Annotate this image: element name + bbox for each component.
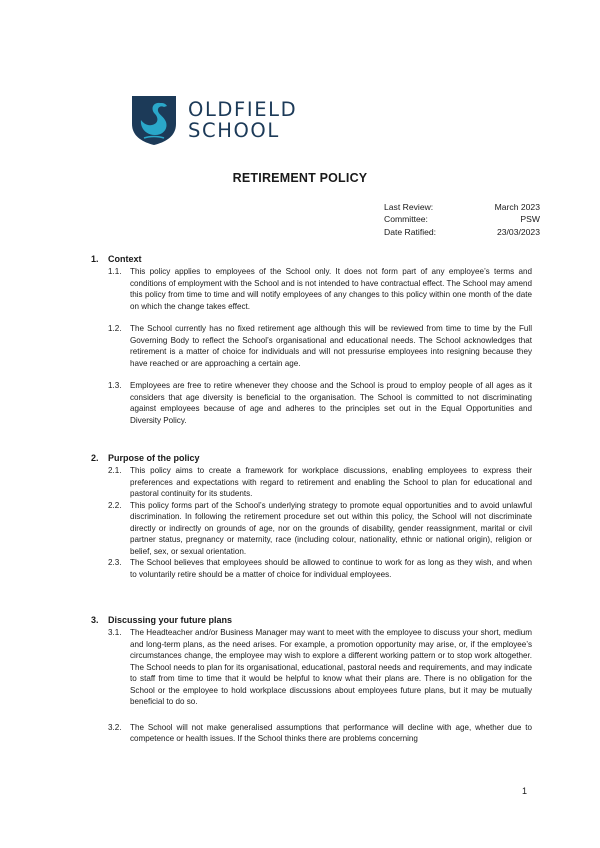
clause-number: 2.1. [108, 466, 122, 475]
meta-value: PSW [520, 214, 540, 225]
meta-value: March 2023 [494, 202, 540, 212]
section-heading [91, 253, 532, 265]
school-logo [130, 94, 297, 146]
clause [91, 465, 532, 500]
meta-row-date-ratified [384, 226, 540, 238]
clause [91, 627, 532, 708]
page-number: 1 [522, 786, 528, 796]
section-heading [91, 452, 532, 464]
section-number: 2. [91, 453, 99, 463]
clause [91, 380, 532, 426]
clause-text: The School believes that employees should be allowed to continue to work for as long as they wish, and when to voluntarily retire should be a matter of choice for individual employees. [130, 558, 532, 579]
clause-text: This policy aims to create a framework for workplace discussions, enabling employees to express their preferences and expectations with regard to retirement and enabling the School to plan for educational and pastoral continuity for its students. [130, 466, 532, 499]
clause-number: 3.2. [108, 722, 122, 732]
meta-row-committee [384, 213, 540, 225]
section-title: Context [108, 254, 142, 264]
clause-number: 1.2. [108, 324, 122, 334]
swan-crest-icon [130, 94, 178, 146]
section-context [91, 253, 532, 427]
clause-text: Employees are free to retire whenever they choose and the School is proud to employ people of all ages as it considers that age diversity is beneficial to the organisation. The School is committed to not discriminating against employees because of age and adheres to the principles set out in the Equal Opportunities and Diversity Policy. [130, 381, 532, 426]
clause-text: The School currently has no fixed retirement age although this will be reviewed from time to time by the Full Governing Body to reflect the School’s organisational and educational needs. The School acknowledges that retirement is a matter of choice for individuals and will not pressurise employees into resigning because they have reached or are approaching a certain age. [130, 324, 532, 368]
section-heading [91, 614, 532, 626]
section-title: Discussing your future plans [108, 615, 233, 625]
clause [91, 557, 532, 580]
clause [91, 722, 532, 745]
meta-label: Committee: [384, 214, 428, 225]
meta-value: 23/03/2023 [496, 226, 540, 237]
clause-number: 1.1. [108, 267, 122, 276]
clause [91, 266, 532, 312]
clause-text: The School will not make generalised assumptions that performance will decline with age, whether due to competence or health issues. If the School thinks there are problems concerning [130, 722, 532, 744]
section-title: Purpose of the policy [108, 453, 200, 463]
clause-number: 1.3. [108, 381, 122, 391]
clause-number: 2.2. [108, 500, 122, 510]
section-purpose [91, 452, 532, 580]
clause-text: The Headteacher and/or Business Manager may want to meet with the employee to discuss your short, medium and long-term plans, as the need arises. For example, a promotion opportunity may arise, or, if the employee’s circumstances change, the employee may wish to explore a different working pattern or to stop work altogether. The School needs to plan for its organisational, educational, pastoral needs and requirements, and may indicate to staff from time to time that it would be helpful to know what their plans are. There is no obligation for the School or the employee to hold workplace discussions about employees future plans, but it may be mutually beneficial to do so. [130, 628, 532, 707]
review-metadata [384, 201, 540, 238]
section-future-plans [91, 614, 532, 745]
clause-text: This policy forms part of the School’s underlying strategy to promote equal opportunities and to avoid unlawful discrimination. In following the retirement procedure set out within this policy, the School will not discriminate directly or indirectly on grounds of age, nor on the grounds of disability, gender reassignment, marital or civil partner status, pregnancy or maternity, race (including colour, nationality, ethnic or national origin), religion or belief, sex, or sexual orientation. [130, 500, 532, 556]
clause-text: This policy applies to employees of the School only. It does not form part of any employee’s terms and conditions of employment with the School and is not intended to have contractual effect. The School may amend this policy from time to time and will notify employees of any changes to this policy within one month of the date on which the change takes effect. [130, 267, 532, 311]
school-name-line2: SCHOOL [188, 119, 280, 142]
meta-label: Date Ratified: [384, 226, 437, 237]
meta-row-last-review [384, 201, 540, 213]
school-name [188, 99, 297, 141]
clause [91, 500, 532, 558]
section-number: 1. [91, 254, 99, 264]
document-title: RETIREMENT POLICY [232, 171, 368, 185]
section-number: 3. [91, 615, 99, 625]
clause-number: 3.1. [108, 628, 122, 637]
clause [91, 323, 532, 369]
clause-number: 2.3. [108, 558, 122, 568]
school-name-line1: OLDFIELD [188, 98, 298, 121]
meta-label: Last Review: [384, 202, 434, 212]
